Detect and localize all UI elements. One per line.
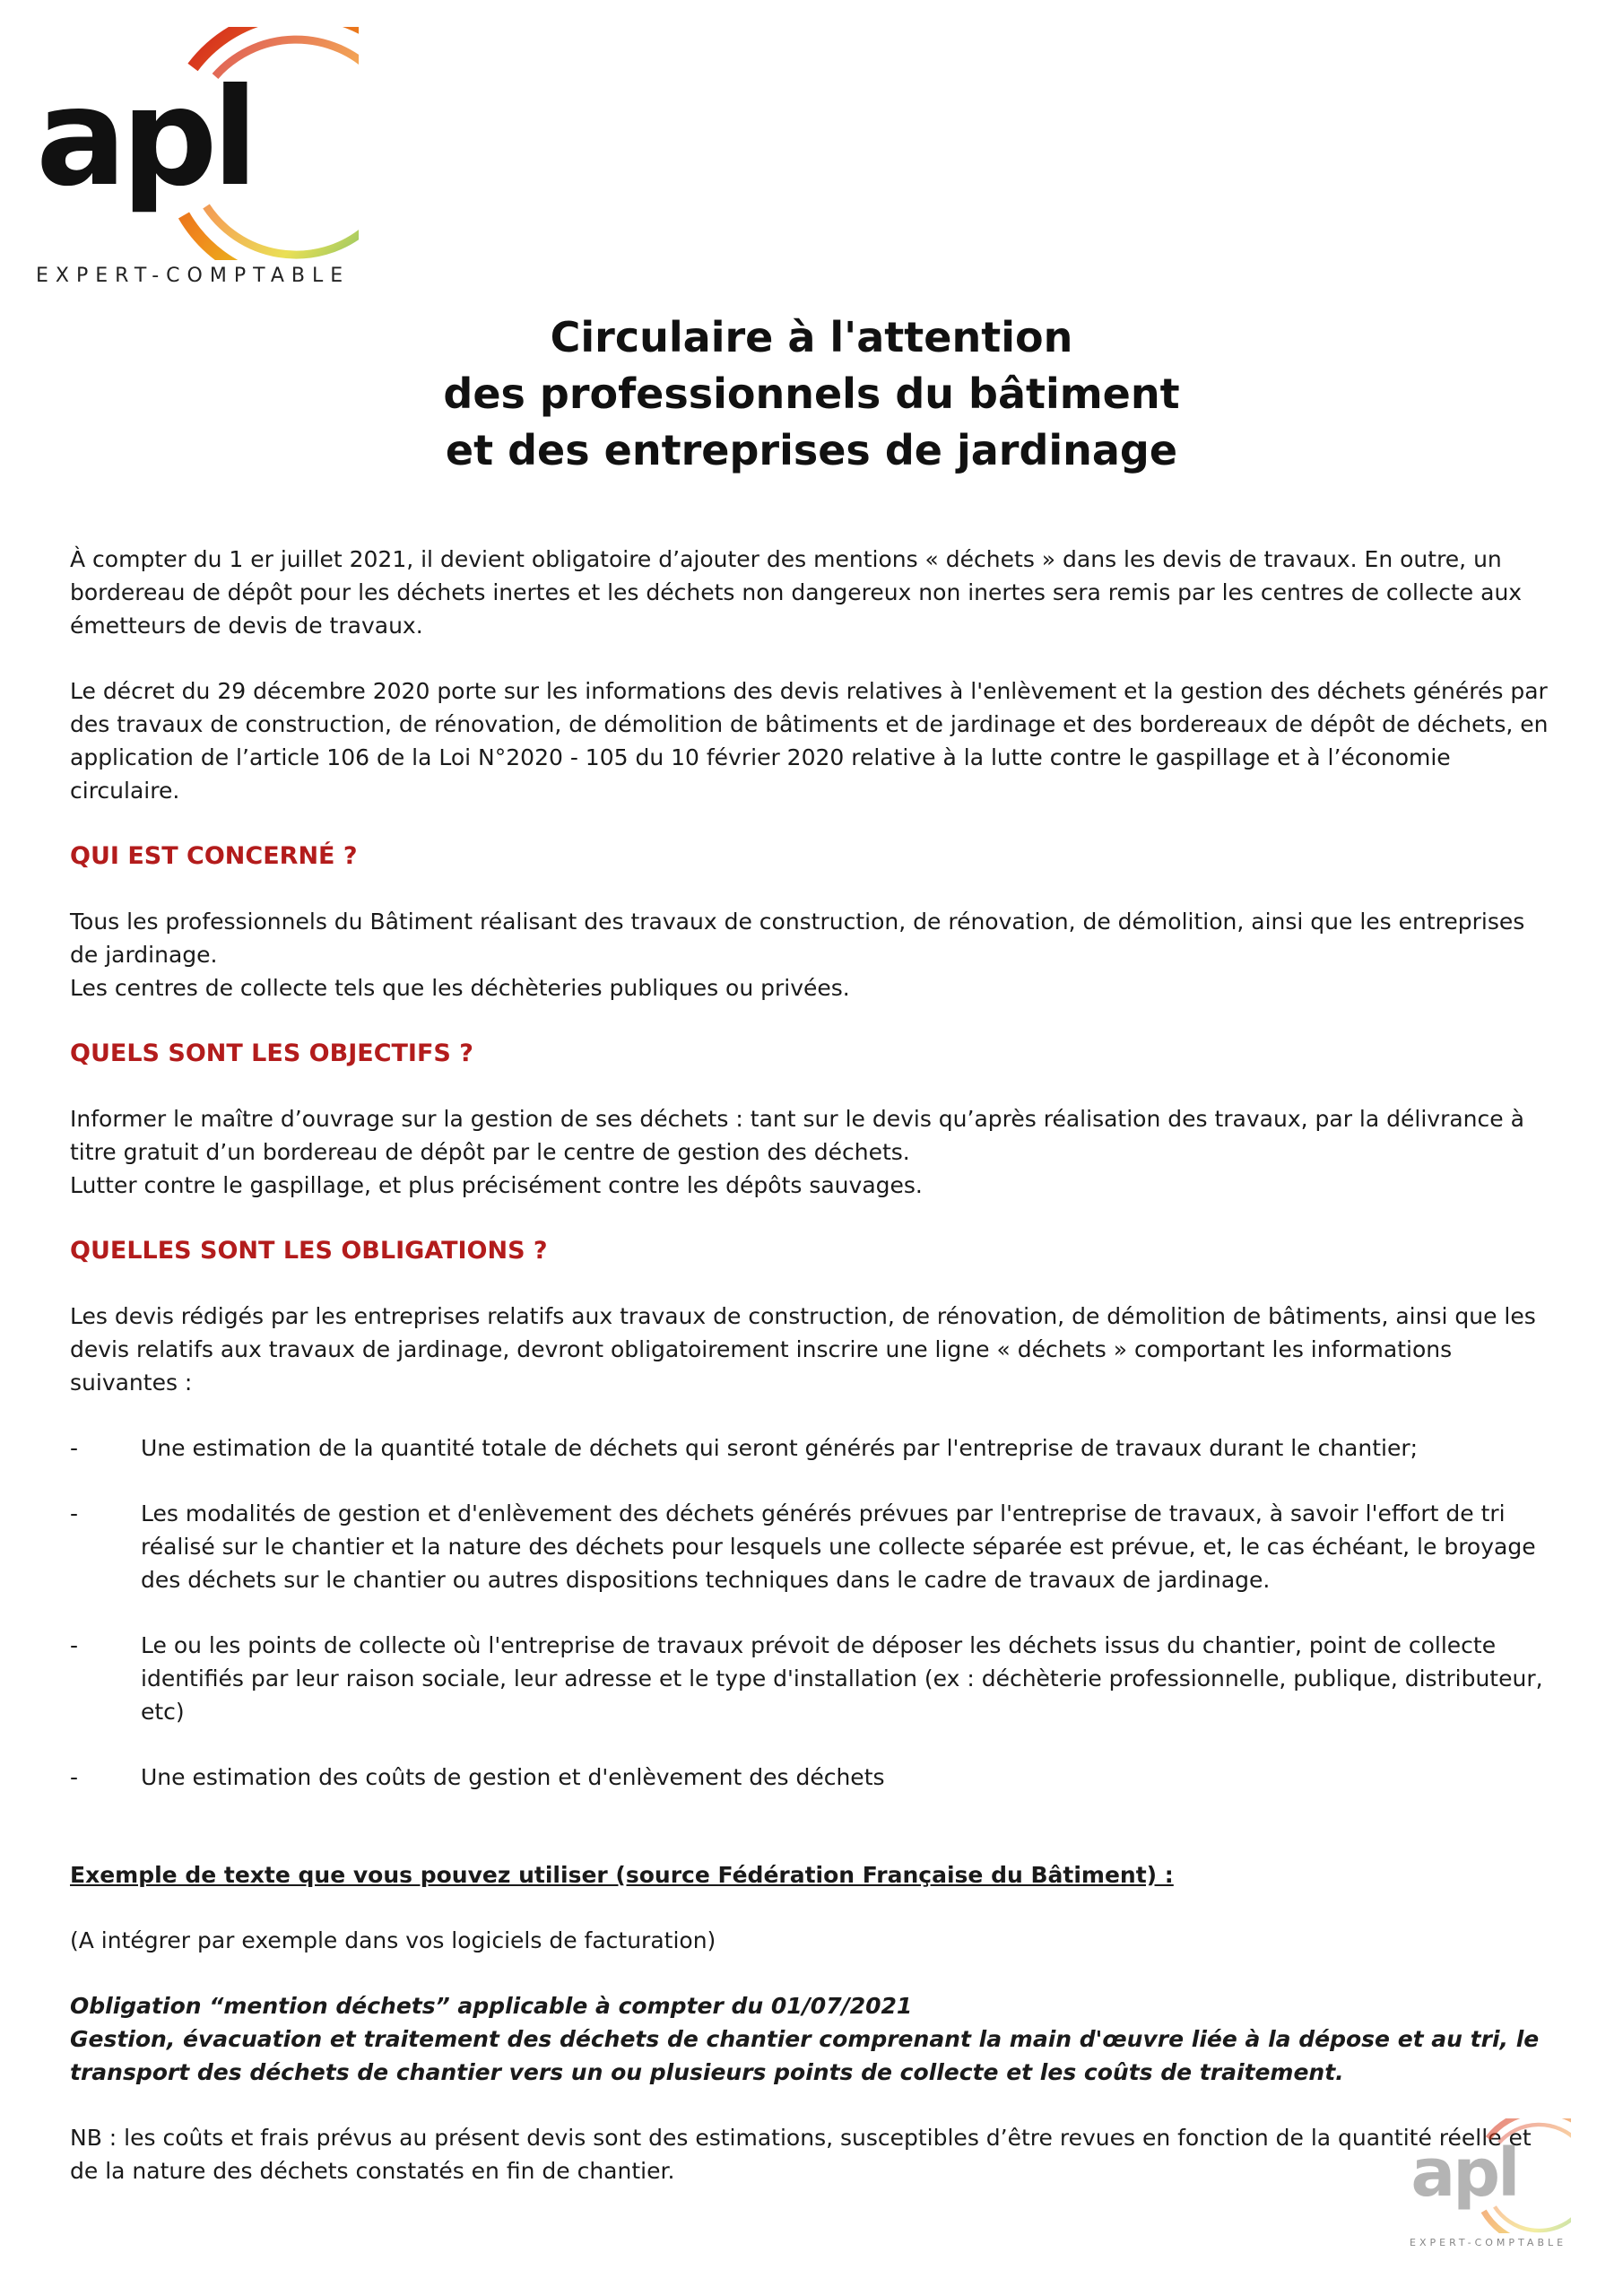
list-item-text: Les modalités de gestion et d'enlèvement des déchets générés prévues par l'entreprise de travaux, à savoir l'effort de tri réalisé sur le chantier et la nature des déchets pour lesquels une collecte séparée est prévue, et, le cas échéant, le broyage des déchets sur le chantier ou autres dispositions techniques dans le cadre de travaux de jardinage.: [141, 1500, 1536, 1593]
svg-text:apl: apl: [1410, 2135, 1518, 2213]
title-line: et des entreprises de jardinage: [445, 426, 1178, 474]
page-title: [0, 309, 1623, 479]
obligations-intro: Les devis rédigés par les entreprises relatifs aux travaux de construction, de rénovation, de démolition de bâtiments, ainsi que les devis relatifs aux travaux de jardinage, devront obligatoirement inscrire une ligne « déchets » comportant les informations suivantes :: [70, 1303, 1536, 1396]
obligations-list: [70, 1431, 1558, 1794]
dash-marker: -: [70, 1435, 79, 1461]
objectifs-text: Informer le maître d’ouvrage sur la gestion de ses déchets : tant sur le devis qu’après réalisation des travaux, par la délivrance à titre gratuit d’un bordereau de dépôt par le centre de gestion des déchets.: [70, 1106, 1524, 1165]
list-item-text: Une estimation de la quantité totale de déchets qui seront générés par l'entreprise de travaux durant le chantier;: [141, 1435, 1419, 1461]
nb-paragraph: NB : les coûts et frais prévus au présent devis sont des estimations, susceptibles d’être revues en fonction de la quantité réelle et de la nature des déchets constatés en fin de chantier.: [70, 2125, 1532, 2184]
example-bold-line: Gestion, évacuation et traitement des déchets de chantier comprenant la main d'œuvre liée à la dépose et au tri, le transport des déchets de chantier vers un ou plusieurs points de collecte et les coûts de traitement.: [70, 2026, 1540, 2085]
section-heading-obligations: QUELLES SONT LES OBLIGATIONS ?: [70, 1237, 548, 1265]
list-item: [70, 1761, 1558, 1794]
list-item: [70, 1431, 1558, 1465]
section-heading-concerne: QUI EST CONCERNÉ ?: [70, 842, 358, 870]
list-item-text: Le ou les points de collecte où l'entreprise de travaux prévoit de déposer les déchets issus du chantier, point de collecte identifiés par leur raison sociale, leur adresse et le type d'installation (ex : déchèterie professionnelle, publique, distributeur, etc): [141, 1632, 1543, 1725]
objectifs-text: Lutter contre le gaspillage, et plus précisément contre les dépôts sauvages.: [70, 1172, 923, 1198]
svg-text:apl: apl: [36, 60, 254, 216]
intro-paragraph: À compter du 1 er juillet 2021, il devient obligatoire d’ajouter des mentions « déchets » dans les devis de travaux. En outre, un bordereau de dépôt pour les déchets inertes et les déchets non dangereux non inertes sera remis par les centres de collecte aux émetteurs de devis de travaux.: [70, 546, 1523, 639]
watermark-tagline: EXPERT-COMPTABLE: [1410, 2237, 1567, 2248]
list-item: [70, 1629, 1558, 1728]
apl-logo-icon: [36, 27, 359, 260]
dash-marker: -: [70, 1764, 79, 1790]
title-line: des professionnels du bâtiment: [443, 370, 1180, 418]
logo-tagline: EXPERT-COMPTABLE: [36, 265, 351, 287]
dash-marker: -: [70, 1500, 79, 1526]
document-body: [70, 543, 1558, 2220]
example-title: Exemple de texte que vous pouvez utiliser (source Fédération Française du Bâtiment) :: [70, 1862, 1174, 1888]
example-bold-line: Obligation “mention déchets” applicable à compter du 01/07/2021: [70, 1993, 913, 2019]
example-note: (A intégrer par exemple dans vos logiciels de facturation): [70, 1927, 716, 1953]
title-line: Circulaire à l'attention: [550, 313, 1073, 361]
dash-marker: -: [70, 1632, 79, 1658]
intro-paragraph: Le décret du 29 décembre 2020 porte sur les informations des devis relatives à l'enlèvement et la gestion des déchets générés par des travaux de construction, de rénovation, de démolition de bâtiments et de jardinage et des bordereaux de dépôt de déchets, en application de l’article 106 de la Loi N°2020 - 105 du 10 février 2020 relative à la lutte contre le gaspillage et à l’économie circulaire.: [70, 678, 1549, 804]
watermark-logo: [1410, 2118, 1571, 2248]
concerne-text: Tous les professionnels du Bâtiment réalisant des travaux de construction, de rénovation, de démolition, ainsi que les entreprises de jardinage.: [70, 909, 1525, 968]
concerne-text: Les centres de collecte tels que les déchèteries publiques ou privées.: [70, 975, 850, 1001]
company-logo: [36, 27, 359, 287]
list-item-text: Une estimation des coûts de gestion et d'enlèvement des déchets: [141, 1764, 885, 1790]
list-item: [70, 1497, 1558, 1596]
section-heading-objectifs: QUELS SONT LES OBJECTIFS ?: [70, 1039, 473, 1067]
apl-logo-watermark-icon: [1410, 2118, 1571, 2233]
